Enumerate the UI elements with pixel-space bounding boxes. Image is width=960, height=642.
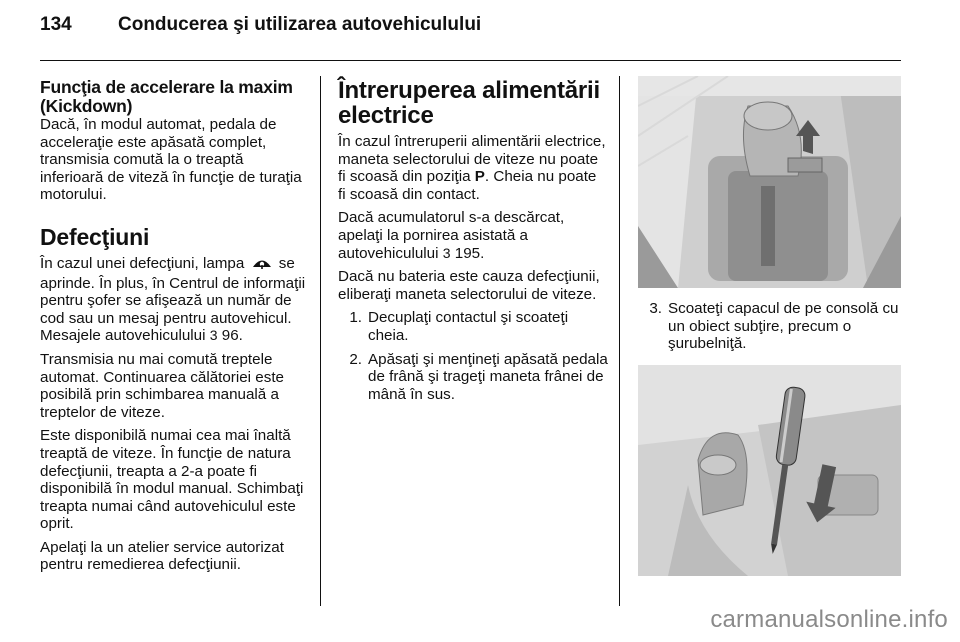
page-header xyxy=(40,14,481,42)
step-text: Apăsaţi şi menţineţi apăsată pedala de frână şi trageţi maneta frânei de mână în sus. xyxy=(368,350,608,403)
page-ref-icon: 3 xyxy=(209,327,218,344)
console-cover-screwdriver-photo xyxy=(638,365,901,576)
column-2 xyxy=(338,78,608,409)
faults-paragraph-1 xyxy=(40,255,308,345)
step-text: Decuplaţi contactul şi scoateţi cheia. xyxy=(368,309,569,344)
power-paragraph-1 xyxy=(338,133,608,203)
power-p1-rest: . Cheia nu poate fi scoasă din contact. xyxy=(338,168,597,203)
power-paragraph-3: Dacă nu bateria este cauza defecţiunii, eliberaţi maneta selectorului de viteze. xyxy=(338,268,600,303)
column-3 xyxy=(638,76,901,576)
faults-paragraph-4: Apelaţi la un atelier service autorizat pentru remedierea defecţiunii. xyxy=(40,538,284,574)
list-item xyxy=(638,300,901,353)
faults-p1-ref: 96. xyxy=(221,327,243,345)
faults-paragraph-2: Transmisia nu mai comută treptele automat. Continuarea călătoriei este posibilă prin schimbarea manuală a treptelor de viteze. xyxy=(40,350,284,421)
list-item xyxy=(338,309,608,344)
step-number: 2. xyxy=(349,350,362,368)
power-p1-bold: P xyxy=(474,168,485,186)
column-divider-left xyxy=(320,76,321,606)
page-ref-icon: 3 xyxy=(442,244,451,261)
page-number: 134 xyxy=(40,14,72,35)
kickdown-heading: Funcţia de accelerare la maxim (Kickdown) xyxy=(40,77,293,116)
step-number: 1. xyxy=(349,309,362,327)
transmission-fault-lamp-icon xyxy=(251,256,273,275)
gear-selector-photo xyxy=(638,76,901,288)
column-divider-right xyxy=(619,76,620,606)
power-paragraph-2 xyxy=(338,209,608,262)
watermark: carmanualsonline.info xyxy=(710,606,948,633)
faults-heading: Defecţiuni xyxy=(40,223,150,250)
steps-list-continued xyxy=(638,300,901,353)
step-number: 3. xyxy=(649,300,662,317)
power-p1-start: În cazul întreruperii alimentării electrice, maneta selectorului de viteze nu poate fi scoasă din poziţia xyxy=(338,133,606,186)
column-1 xyxy=(40,78,308,580)
faults-p1-rest: se aprinde. În plus, în Centrul de informaţii pentru şofer se afişează un număr de cod sau un mesaj pentru autovehicul. Mesajele autovehiculului xyxy=(40,254,306,345)
page-title: Conducerea şi utilizarea autovehiculului xyxy=(118,14,482,35)
kickdown-text: Dacă, în modul automat, pedala de acceleraţie este apăsată complet, transmisia comută la o treaptă inferioară de viteză în funcţie de turaţia motorului. xyxy=(40,116,302,204)
header-divider xyxy=(40,60,901,61)
steps-list xyxy=(338,309,608,403)
power-interruption-heading: Întreruperea alimentării electrice xyxy=(338,77,600,129)
power-p2-start: Dacă acumulatorul s-a descărcat, apelaţi la pornirea asistată a autovehiculului xyxy=(338,209,565,262)
power-p2-ref: 195. xyxy=(454,244,485,262)
step-text: Scoateţi capacul de pe consolă cu un obiect subţire, precum o şurubelniţă. xyxy=(668,300,899,353)
faults-p1-start: În cazul unei defecţiuni, lampa xyxy=(40,254,245,272)
faults-paragraph-3: Este disponibilă numai cea mai înaltă treaptă de viteze. În funcţie de natura defecţiunii, treapta a 2-a poate fi disponibilă în modul manual. Schimbaţi treapta numai când autovehiculul este oprit. xyxy=(40,427,304,533)
list-item xyxy=(338,351,608,404)
